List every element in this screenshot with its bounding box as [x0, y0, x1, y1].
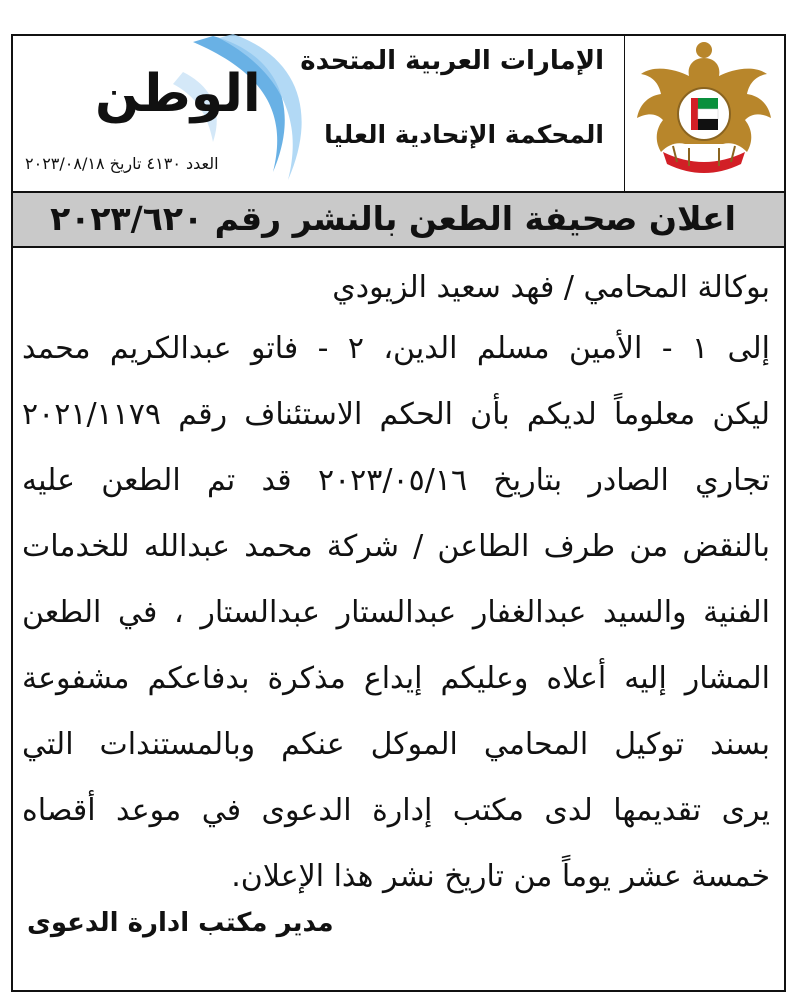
court-title-block: [300, 36, 622, 191]
newspaper-name: الوطن: [95, 64, 261, 124]
signature: مدير مكتب ادارة الدعوى: [27, 908, 334, 938]
notice-title: اعلان صحيفة الطعن بالنشر رقم ٢٠٢٣/٦٢٠: [50, 199, 736, 238]
uae-falcon-emblem-icon: [633, 40, 775, 180]
notice-line: بالنقض من طرف الطاعن / شركة محمد عبدالله للخدمات: [22, 529, 770, 564]
emblem-box: [624, 36, 784, 191]
court-notice: [11, 34, 786, 992]
notice-line: بسند توكيل المحامي الموكل عنكم وبالمستندات التي: [22, 727, 770, 762]
notice-line: إلى ١ - الأمين مسلم الدين، ٢ - فاتو عبدالكريم محمد: [22, 331, 770, 366]
notice-line: المشار إليه أعلاه وعليكم إيداع مذكرة بدفاعكم مشفوعة: [22, 661, 770, 696]
newspaper-masthead: [13, 36, 323, 191]
notice-line: ليكن معلوماً لديكم بأن الحكم الاستئناف رقم ٢٠٢١/١١٧٩: [22, 397, 770, 432]
notice-line: تجاري الصادر بتاريخ ٢٠٢٣/٠٥/١٦ قد تم الطعن عليه: [22, 463, 771, 498]
country-name: الإمارات العربية المتحدة: [300, 46, 604, 76]
notice-header: [13, 36, 784, 191]
notice-line: خمسة عشر يوماً من تاريخ نشر هذا الإعلان.: [231, 859, 770, 894]
notice-line: يرى تقديمها لدى مكتب إدارة الدعوى في موعد أقصاه: [22, 793, 770, 828]
notice-line: الفنية والسيد عبدالغفار عبدالستار عبدالستار ، في الطعن: [22, 595, 770, 630]
court-name: المحكمة الإتحادية العليا: [324, 120, 604, 149]
issue-line: العدد ٤١٣٠ تاريخ ٢٠٢٣/٠٨/١٨: [25, 154, 219, 173]
notice-title-bar: [13, 191, 784, 248]
notice-line: بوكالة المحامي / فهد سعيد الزيودي: [332, 270, 770, 305]
notice-body: [22, 260, 770, 910]
